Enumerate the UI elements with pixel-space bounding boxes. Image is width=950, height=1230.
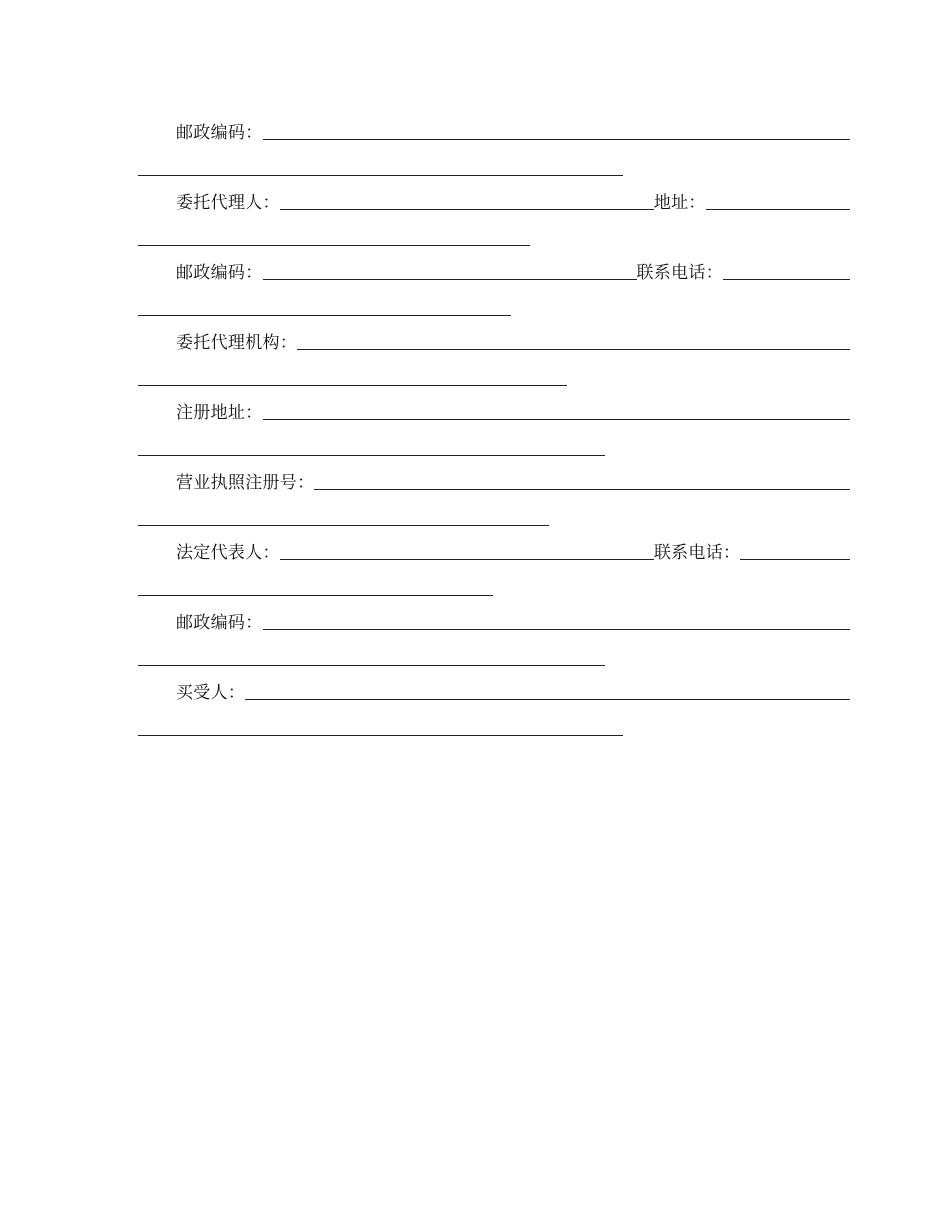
agent-label: 委托代理人： [176,193,280,213]
postal-code-blank[interactable] [263,121,851,140]
registered-address-label: 注册地址： [176,403,263,423]
legal-representative-row [138,534,850,563]
buyer-blank[interactable] [245,681,850,700]
agent-blank[interactable] [280,191,654,210]
postal-code-label: 邮政编码： [176,263,263,283]
phone-continuation-line[interactable] [138,595,493,596]
buyer-label: 买受人： [176,683,246,703]
buyer-row [138,674,850,703]
buyer-continuation-line[interactable] [138,735,623,736]
agency-continuation-line[interactable] [138,385,567,386]
phone-label: 联系电话： [653,543,741,563]
agency-row [138,324,850,353]
agent-row [138,184,850,213]
postal-code-blank[interactable] [263,611,851,630]
postal-code-continuation-line[interactable] [138,175,623,176]
postal-code-label: 邮政编码： [176,613,263,633]
postal-code-row-2 [138,254,850,283]
phone-label: 联系电话： [636,263,723,283]
agency-blank[interactable] [297,331,850,350]
agency-label: 委托代理机构： [176,333,298,353]
business-license-label: 营业执照注册号： [176,473,315,493]
business-license-row [138,464,850,493]
postal-code-continuation-line[interactable] [138,665,605,666]
registered-address-blank[interactable] [263,401,851,420]
business-license-continuation-line[interactable] [138,525,549,526]
registered-address-row [138,394,850,423]
business-license-blank[interactable] [314,471,850,490]
postal-code-row-3 [138,604,850,633]
registered-address-continuation-line[interactable] [138,455,605,456]
address-label: 地址： [653,193,706,213]
phone-blank[interactable] [740,541,850,560]
legal-representative-label: 法定代表人： [176,543,280,563]
address-blank[interactable] [706,191,850,210]
phone-continuation-line[interactable] [138,315,511,316]
postal-code-blank[interactable] [263,261,637,280]
postal-code-label: 邮政编码： [176,123,263,143]
legal-representative-blank[interactable] [280,541,654,560]
phone-blank[interactable] [723,261,850,280]
postal-code-row-1 [138,114,850,143]
address-continuation-line[interactable] [138,245,530,246]
